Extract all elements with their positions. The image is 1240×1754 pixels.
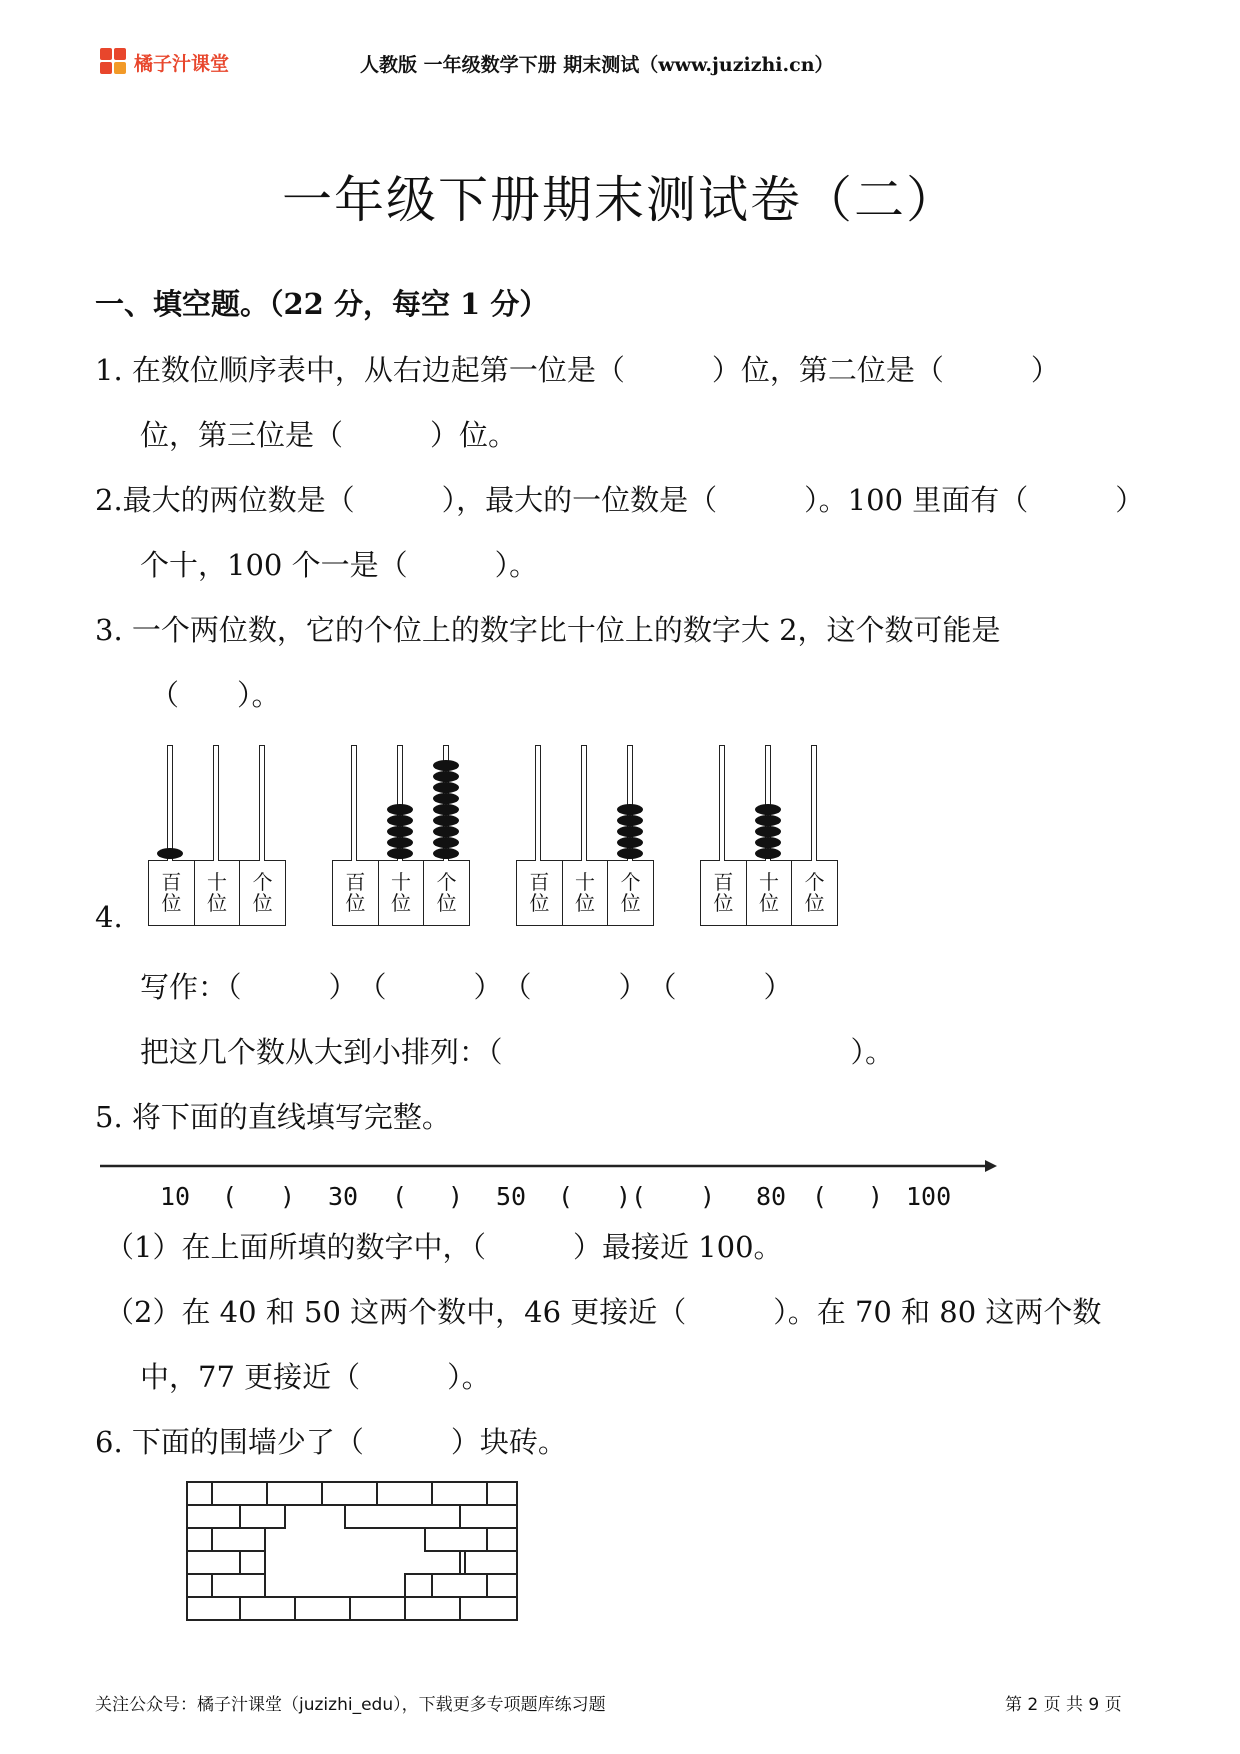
question-1-line-1: 1. 在数位顺序表中，从右边起第一位是（ ）位，第二位是（ ） — [95, 353, 1060, 387]
brick-wall-figure — [185, 1480, 520, 1625]
question-4-write: 写作：（ ） （ ） （ ） （ ） — [140, 970, 793, 1004]
abacus-place-label: 百 位 — [701, 861, 747, 925]
question-1-line-2: 位，第三位是（ ）位。 — [140, 418, 518, 452]
abacus-rod — [167, 745, 173, 861]
abacus-place-label: 个 位 — [252, 870, 273, 915]
abacus-bead — [433, 848, 459, 859]
abacus-bead — [387, 804, 413, 815]
number-line-label: 30 — [328, 1182, 359, 1211]
abacus-bead — [755, 815, 781, 826]
number-line-label: 100 — [906, 1182, 952, 1211]
number-line-label: ) — [868, 1182, 884, 1211]
abacus-bead — [387, 837, 413, 848]
question-3-line-1: 3. 一个两位数，它的个位上的数字比十位上的数字大 2，这个数可能是 — [95, 613, 1001, 647]
number-line-label: )( — [616, 1182, 647, 1211]
question-5-sub-2-line-1: （2）在 40 和 50 这两个数中，46 更接近（ ）。在 70 和 80 这两个数 — [105, 1295, 1102, 1329]
question-6-title: 6. 下面的围墙少了（ ）块砖。 — [95, 1425, 567, 1459]
abacus-rod — [535, 745, 541, 861]
abacus-1 — [148, 860, 286, 926]
header-title: 人教版 一年级数学下册 期末测试（www.juzizhi.cn） — [360, 54, 834, 76]
number-line-label: ) — [280, 1182, 296, 1211]
abacus-place-label: 个 位 — [436, 870, 457, 915]
abacus-place-label: 个 位 — [620, 870, 641, 915]
abacus-bead — [433, 815, 459, 826]
page-title: 一年级下册期末测试卷（二） — [282, 171, 958, 229]
abacus-rod — [719, 745, 725, 861]
abacus-rod — [213, 745, 219, 861]
question-2-line-1: 2.最大的两位数是（ ），最大的一位数是（ ）。100 里面有（ ） — [95, 483, 1145, 517]
question-5-title: 5. 将下面的直线填写完整。 — [95, 1100, 451, 1134]
brand-logo — [100, 48, 229, 76]
abacus-bead — [433, 760, 459, 771]
abacus-bead — [617, 815, 643, 826]
abacus-2 — [332, 860, 470, 926]
abacus-bead — [755, 837, 781, 848]
abacus-bead — [433, 793, 459, 804]
question-4-sort: 把这几个数从大到小排列：（ ）。 — [140, 1035, 895, 1069]
abacus-rod — [259, 745, 265, 861]
abacus-bead — [617, 826, 643, 837]
abacus-bead — [387, 815, 413, 826]
abacus-place-label: 百 位 — [517, 861, 563, 925]
question-2-line-2: 个十，100 个一是（ ）。 — [140, 548, 539, 582]
abacus-bead — [157, 848, 183, 859]
section-heading: 一、填空题。（22 分，每空 1 分） — [95, 287, 549, 321]
abacus-bead — [755, 804, 781, 815]
abacus-3 — [516, 860, 654, 926]
abacus-bead — [755, 848, 781, 859]
question-3-line-2: （ ）。 — [150, 678, 281, 712]
logo-icon — [100, 48, 128, 76]
abacus-bead — [433, 782, 459, 793]
number-line-label: 10 — [160, 1182, 191, 1211]
abacus-bead — [433, 771, 459, 782]
number-line-label: ( — [222, 1182, 238, 1211]
abacus-rod — [581, 745, 587, 861]
abacus-place-label: 百 位 — [333, 861, 379, 925]
logo-text: 橘子汁课堂 — [134, 52, 230, 75]
footer-note: 关注公众号：橘子汁课堂（juzizhi_edu），下载更多专项题库练习题 — [95, 1695, 606, 1715]
number-line-label: 50 — [496, 1182, 527, 1211]
number-line-label: ( — [812, 1182, 828, 1211]
abacus-bead — [617, 804, 643, 815]
number-line-label: ( — [558, 1182, 574, 1211]
question-5-sub-2-line-2: 中，77 更接近（ ）。 — [140, 1360, 491, 1394]
abacus-bead — [387, 826, 413, 837]
number-line-label: ( — [392, 1182, 408, 1211]
page-number: 第 2 页 共 9 页 — [1005, 1695, 1122, 1715]
abacus-bead — [433, 837, 459, 848]
abacus-place-label: 百 位 — [149, 861, 195, 925]
abacus-4 — [700, 860, 838, 926]
number-line-label: ) — [448, 1182, 464, 1211]
abacus-place-label: 十 位 — [747, 861, 793, 925]
abacus-bead — [755, 826, 781, 837]
abacus-bead — [387, 848, 413, 859]
abacus-bead — [433, 804, 459, 815]
abacus-place-label: 十 位 — [379, 861, 425, 925]
question-5-sub-1: （1）在上面所填的数字中，（ ）最接近 100。 — [105, 1230, 783, 1264]
number-line — [95, 1150, 1000, 1182]
number-line-label: ) — [700, 1182, 716, 1211]
number-line-label: 80 — [756, 1182, 787, 1211]
abacus-place-label: 十 位 — [563, 861, 609, 925]
abacus-rod — [811, 745, 817, 861]
abacus-bead — [433, 826, 459, 837]
question-4-number: 4. — [95, 900, 123, 934]
abacus-bead — [617, 848, 643, 859]
abacus-rod — [351, 745, 357, 861]
abacus-place-label: 个 位 — [804, 870, 825, 915]
abacus-bead — [617, 837, 643, 848]
abacus-place-label: 十 位 — [195, 861, 241, 925]
